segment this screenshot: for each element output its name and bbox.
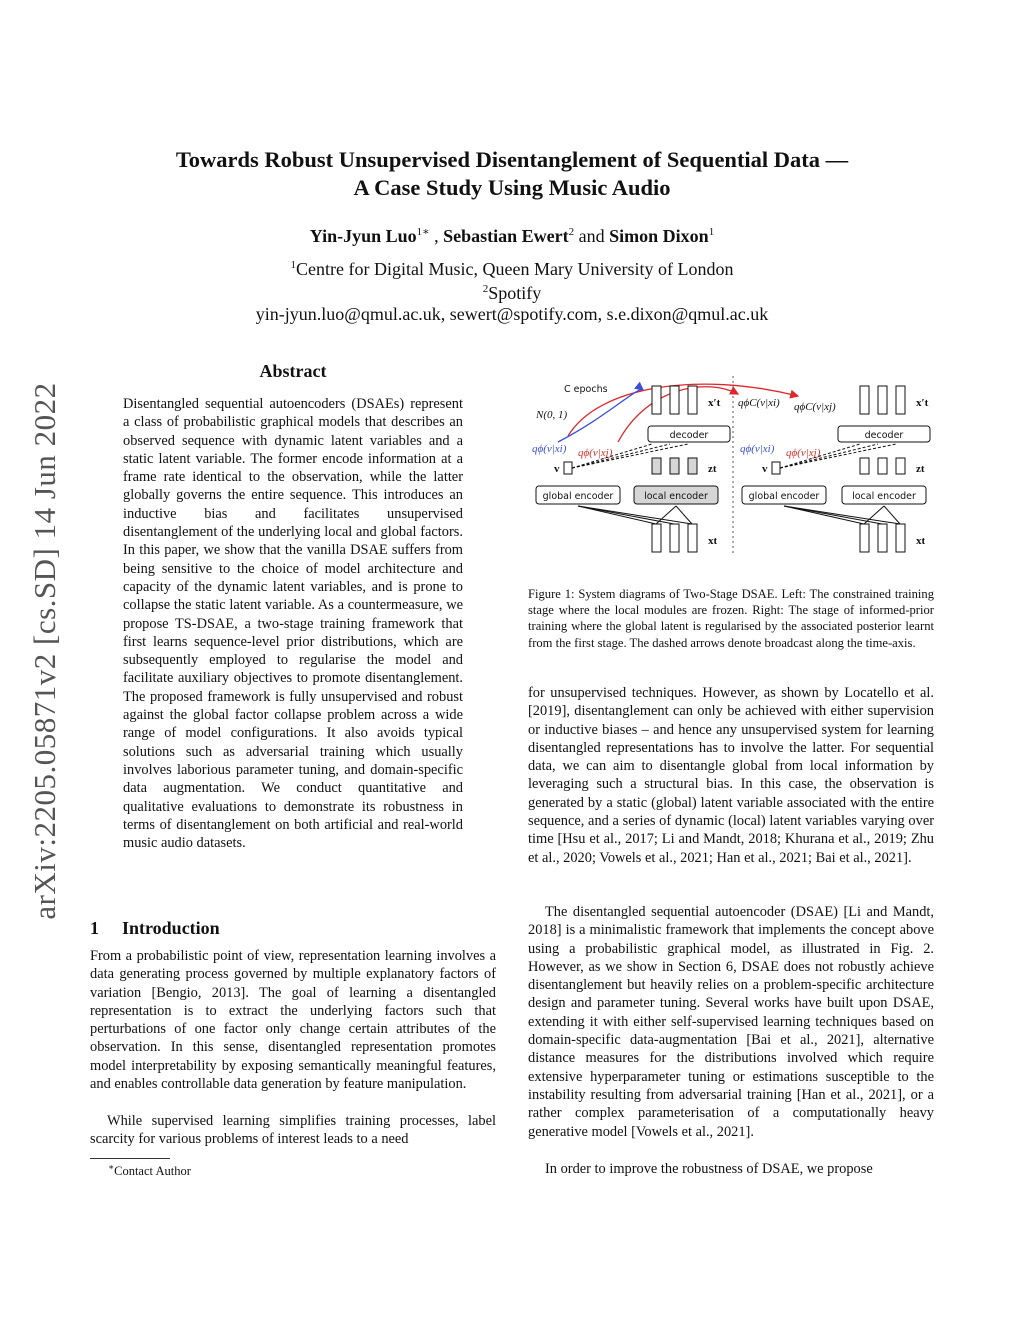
input-arrow-right <box>884 506 900 524</box>
section-title: Introduction <box>122 918 220 938</box>
paper-title <box>80 146 944 202</box>
intro-paragraph-1: From a probabilistic point of view, representation learning involves a data generating process governed by multiple explanatory factors of variation [Bengio, 2013]. The goal of learning a disentangled representation is to extract the underlying factors such that perturbations of one factor only change certain attributes of the observation. In this sense, disentangled representation promotes model interpretability by exposing semantically meaningful features, and enables controllable data generation by feature manipulation. <box>90 948 496 1093</box>
figure-1-caption: Figure 1: System diagrams of Two-Stage DSAE. Left: The constrained training stage where the local modules are frozen. Right: The stage of informed-prior training where the global latent is regularised by the associated posterior learnt from the first stage. The dashed arrows denote broadcast along the time-axis. <box>528 587 934 650</box>
output-label-right: x′t <box>916 397 929 409</box>
figure-1-diagram <box>528 376 938 572</box>
output-frame <box>688 386 697 414</box>
local-latent-box <box>688 458 697 474</box>
right-paragraph-3: In order to improve the robustness of DSAE, we propose <box>545 1161 873 1177</box>
right-paragraph-2: The disentangled sequential autoencoder (DSAE) [Li and Mandt, 2018] is a minimalistic framework that implements the concept above using a probabilistic graphical model, as illustrated in Fig. 2. However, as we show in Section 6, DSAE does not robustly achieve disentanglement but heavily relies on a problem-specific architecture design and parameter tuning. Several works have built upon DSAE, extending it with either self-supervised learning techniques based on domain-specific data-augmentation [Bai et al., 2021], alternative distance measures for the distributions involved which require extensive hyperparameter tuning or estimations susceptible to the instability resulting from adversarial training [Han et al., 2021], or a rather complex parameterisation of a computationally heavy generative model [Vowels et al., 2021]. <box>528 904 934 1140</box>
affiliation-2-text: Spotify <box>488 283 542 303</box>
posterior-i-label-right: qϕ(v|xi) <box>740 443 775 455</box>
input-arrow <box>578 506 692 524</box>
author-list: Yin-Jyun Luo$^{1∗}$ , Sebastian Ewert$^2$ and Simon Dixon$^1$ <box>309 226 715 246</box>
local-encoder-label-right: local encoder <box>852 491 916 502</box>
abstract-body: Disentangled sequential autoencoders (DSAEs) represent a class of probabilistic graphical models that describes an observed sequence with dynamic latent variables and a static latent variable. The former encode information at a frame rate identical to the observation, while the latter globally governs the entire sequence. This introduces an inductive bias and facilitates unsupervised disentanglement of the underlying local and global factors. In this paper, we show that the vanilla DSAE suffers from being sensitive to the choice of model architecture and capacity of the dynamic latent variables, and is prone to collapse the static latent variable. As a countermeasure, we propose TS-DSAE, a two-stage training framework that first learns sequence-level prior distributions, which are subsequently employed to regularise the model and facilitate auxiliary objectives to promote disentanglement. The proposed framework is fully unsupervised and robust against the global factor collapse problem across a wide range of model configurations. It also avoids typical solutions such as adversarial training which usually involves laborious parameter tuning, and domain-specific data augmentation. We conduct quantitative and qualitative evaluations to demonstrate its robustness in terms of disentanglement on both artificial and real-world music audio datasets. <box>123 396 463 852</box>
blue-prior-arrow <box>558 390 643 442</box>
right-panel <box>738 386 930 552</box>
title-line-2: A Case Study Using Music Audio <box>353 175 671 200</box>
author-emails: yin-jyun.luo@qmul.ac.uk, sewert@spotify.com, s.e.dixon@qmul.ac.uk <box>255 304 769 324</box>
right-paragraph-1: for unsupervised techniques. However, as shown by Locatello et al. [2019], disentanglement can only be achieved with either supervision or inductive biases – and hence any unsupervised system for learning disentangled representations has to involve the latter. For sequential data, we can aim to disentangle global from local information by leveraging such a structural bias. In this case, the observation is generated by a static (global) latent variable associated with the entire sequence, and a series of dynamic (local) latent variables varying over time [Hsu et al., 2017; Li and Mandt, 2018; Khurana et al., 2019; Zhu et al., 2020; Vowels et al., 2021; Han et al., 2021; Bai et al., 2021]. <box>528 685 934 866</box>
input-frame-right <box>860 524 869 552</box>
author-3: Simon Dixon <box>609 226 709 246</box>
input-arrow <box>676 506 692 524</box>
posterior-j-label-right: qϕ(v|xj) <box>786 447 821 459</box>
footnote-text: Contact Author <box>114 1164 191 1179</box>
local-latent-box <box>670 458 679 474</box>
footnote-mark: ∗ <box>108 1162 115 1172</box>
input-label-right: xt <box>916 535 926 547</box>
input-label: xt <box>708 535 718 547</box>
output-frame <box>896 386 905 414</box>
input-frame-right <box>878 524 887 552</box>
global-latent-label-right: v <box>762 463 768 475</box>
abstract-heading: Abstract <box>259 361 327 381</box>
local-latent-box <box>652 458 661 474</box>
local-latent-label: zt <box>708 463 717 475</box>
input-frame-right <box>896 524 905 552</box>
global-encoder-label-right: global encoder <box>748 491 820 502</box>
input-frame <box>652 524 661 552</box>
footnote-rule <box>90 1158 170 1159</box>
author-1: Yin-Jyun Luo <box>309 226 417 246</box>
author-conjunction: and <box>578 226 605 246</box>
author-2: Sebastian Ewert <box>443 226 569 246</box>
informed-prior-i-label: qϕC(v|xi) <box>738 397 780 409</box>
local-latent-label-right: zt <box>916 463 925 475</box>
posterior-i-label: qϕ(v|xi) <box>532 443 567 455</box>
affiliation-2 <box>80 277 944 305</box>
input-arrow-right <box>784 506 900 524</box>
section-number: 1 <box>90 918 99 938</box>
local-latent-box-right <box>878 458 887 474</box>
footnote <box>108 1162 191 1179</box>
affiliation-1-sup: 1 <box>290 259 297 271</box>
intro-paragraph-2: While supervised learning simplifies training processes, label scarcity for various problems of interest leads to a need <box>90 1113 496 1148</box>
arxiv-id: arXiv:2205.05871v2 [cs.SD] 14 Jun 2022 <box>27 382 62 920</box>
informed-prior-j-label: qϕC(v|xj) <box>794 401 836 413</box>
decoder-label-right: decoder <box>864 430 904 441</box>
output-frame <box>878 386 887 414</box>
output-frame <box>652 386 661 414</box>
author-1-sup: 1∗ <box>416 226 430 238</box>
output-label: x′t <box>708 397 721 409</box>
input-frame <box>688 524 697 552</box>
local-latent-box-right <box>860 458 869 474</box>
affiliation-2-sup: 2 <box>482 283 489 295</box>
decoder-label: decoder <box>669 430 709 441</box>
title-line-1: Towards Robust Unsupervised Disentanglement of Sequential Data — <box>175 147 849 172</box>
author-2-sup: 2 <box>568 226 575 238</box>
epochs-label: C epochs <box>564 384 608 395</box>
author-3-sup: 1 <box>708 226 715 238</box>
output-frame <box>860 386 869 414</box>
section-heading <box>90 918 220 939</box>
local-latent-box-right <box>896 458 905 474</box>
global-latent-box <box>564 462 572 474</box>
arxiv-stamp <box>20 356 70 946</box>
output-frame <box>670 386 679 414</box>
input-frame <box>670 524 679 552</box>
global-latent-label: v <box>554 463 560 475</box>
local-encoder-label: local encoder <box>644 491 708 502</box>
posterior-j-label: qϕ(v|xj) <box>578 447 613 459</box>
global-encoder-label: global encoder <box>542 491 614 502</box>
system-diagram-svg <box>528 376 938 572</box>
affiliation-1-text: Centre for Digital Music, Queen Mary University of London <box>296 259 734 279</box>
global-latent-box-right <box>772 462 780 474</box>
prior-label: N(0, 1) <box>536 409 568 421</box>
